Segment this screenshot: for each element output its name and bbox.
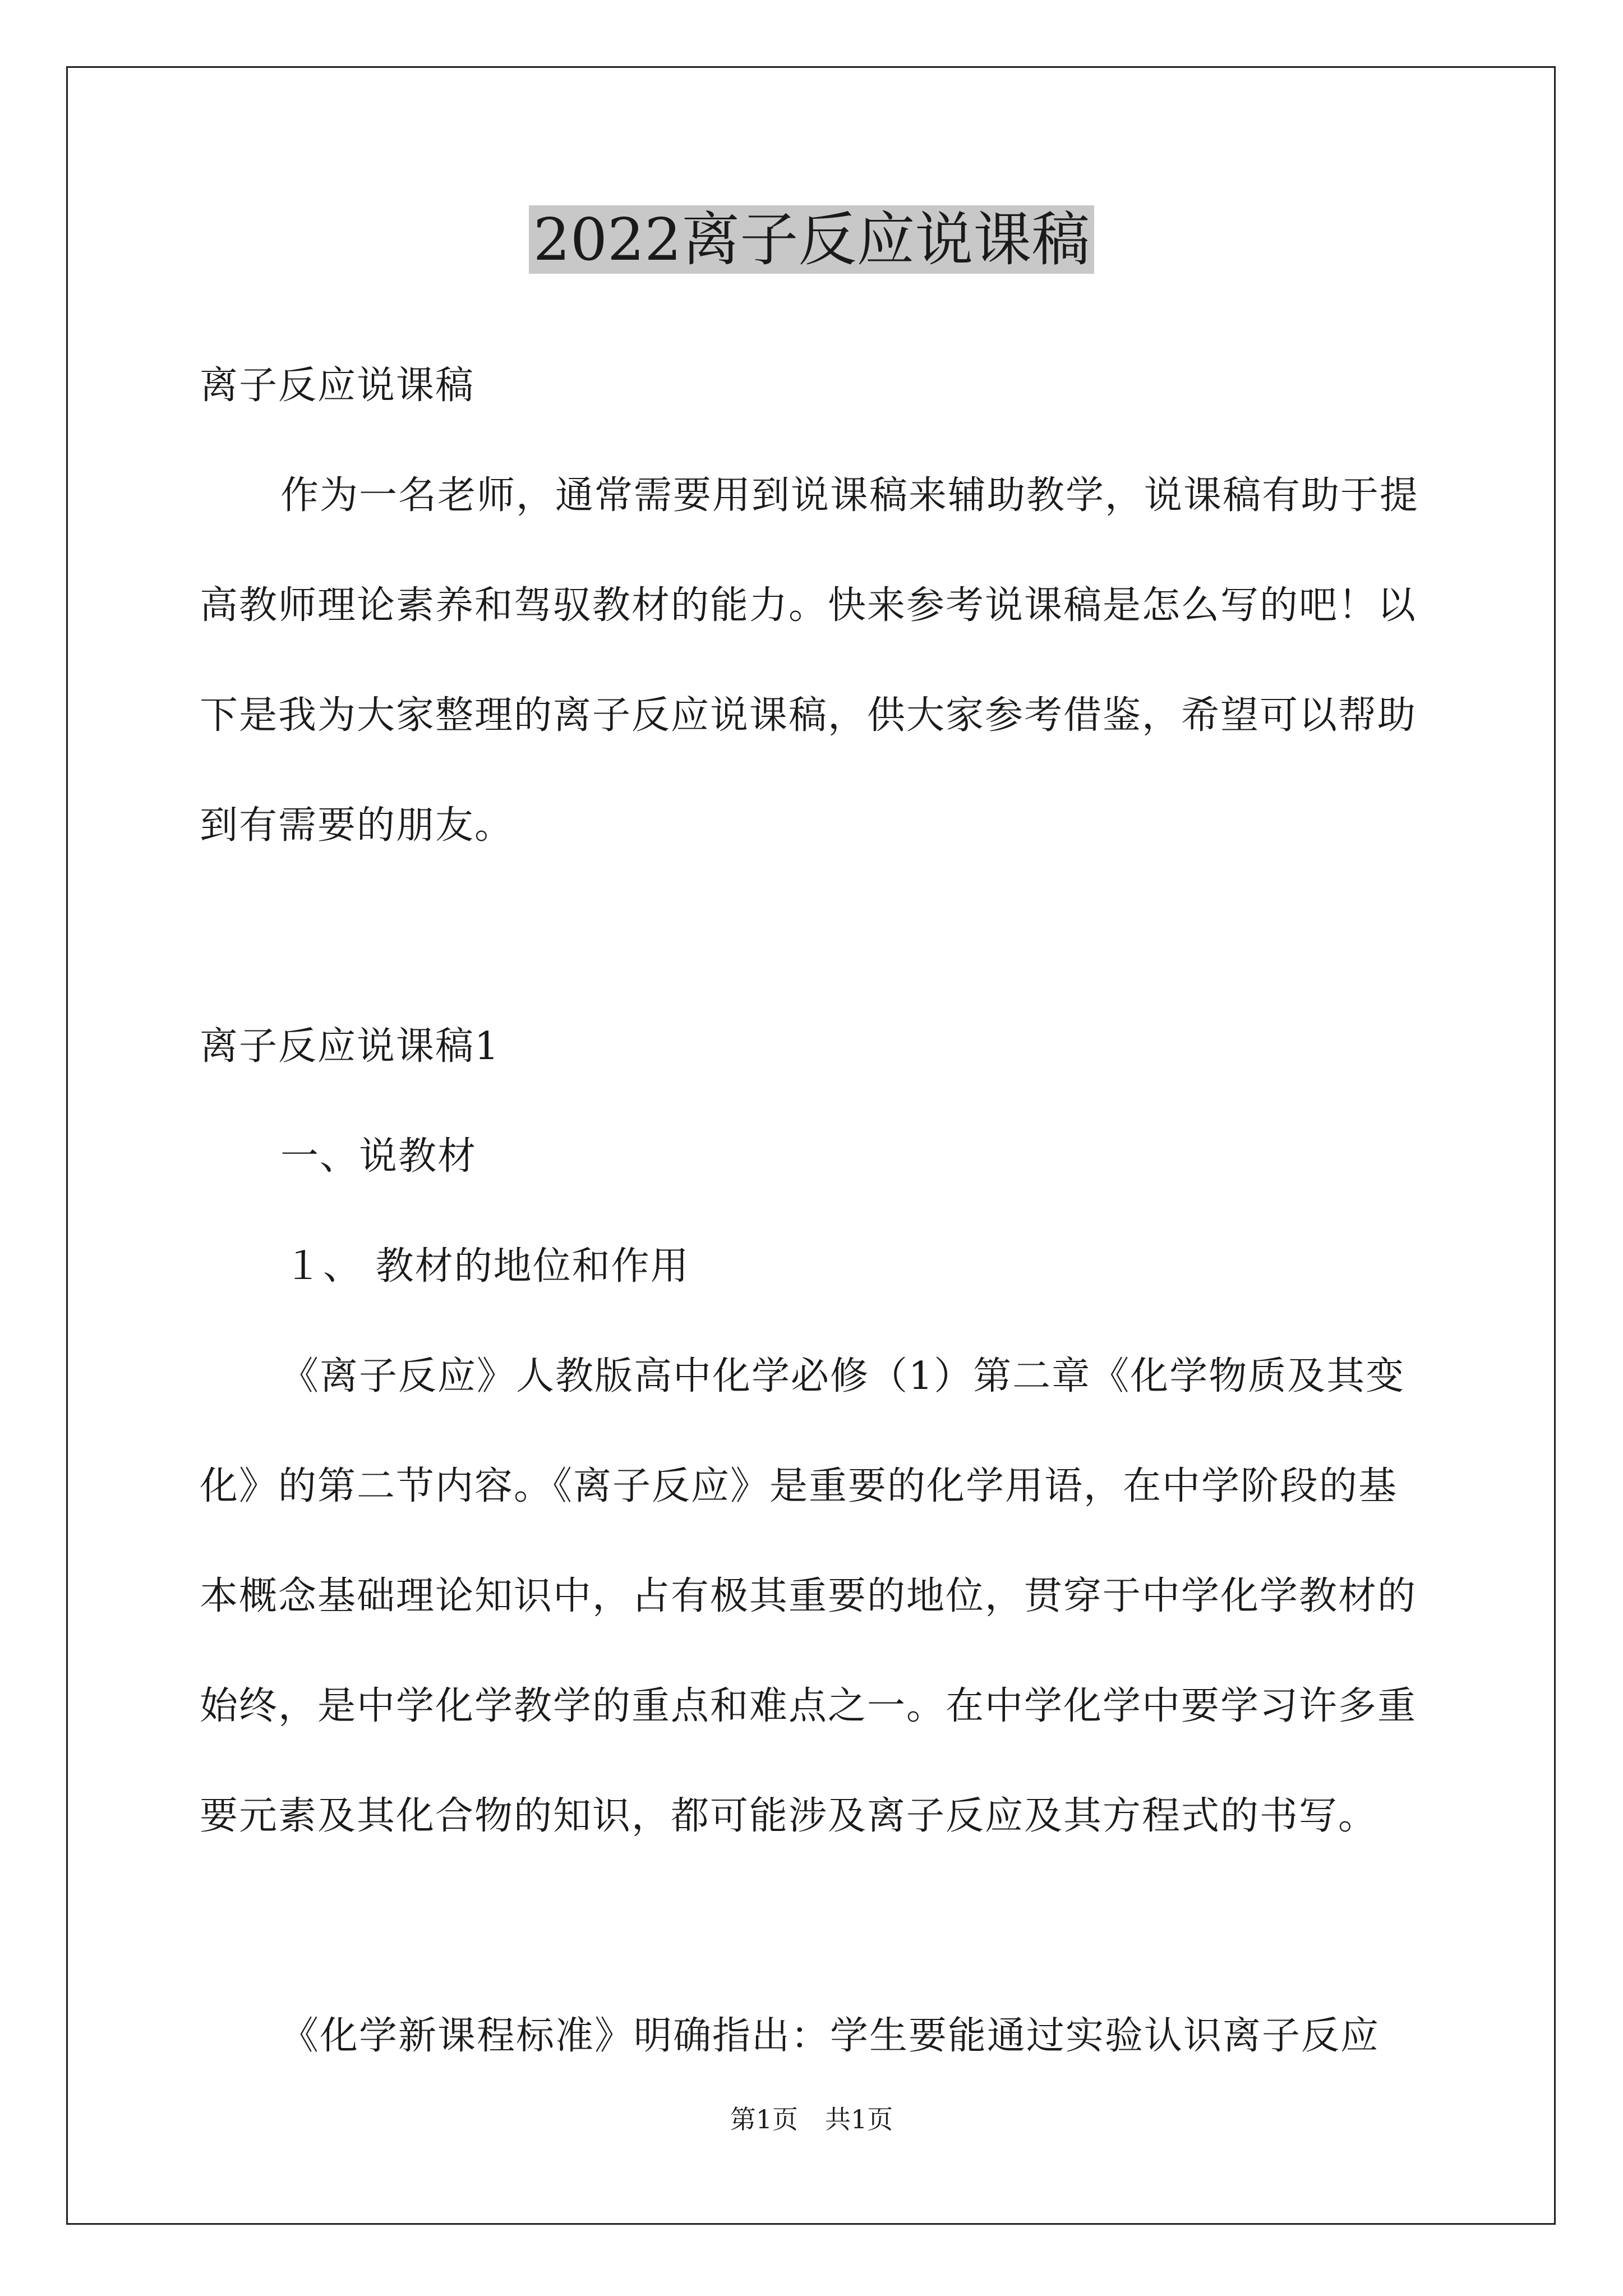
page-number: 第1页 xyxy=(730,2104,798,2134)
document-subtitle: 离子反应说课稿 xyxy=(200,364,475,408)
body-paragraph-2: 《化学新课程标准》明确指出：学生要能通过实验认识离子反应 xyxy=(280,2014,1380,2058)
section-heading: 离子反应说课稿1 xyxy=(200,1024,500,1069)
intro-paragraph: 作为一名老师，通常需要用到说课稿来辅助教学，说课稿有助于提高教师理论素养和驾驭教材的能力。快来参考说课稿是怎么写的吧！以下是我为大家整理的离子反应说课稿，供大家参考借鉴，希望可以帮助到有需要的朋友。 xyxy=(200,473,1419,848)
part-heading: 一、说教材 xyxy=(280,1134,477,1179)
document-title: 2022离子反应说课稿 xyxy=(0,203,1623,276)
page-total: 共1页 xyxy=(825,2104,893,2134)
item-heading: １、 教材的地位和作用 xyxy=(284,1244,690,1289)
page-footer xyxy=(0,2102,1623,2136)
body-paragraph-1: 《离子反应》人教版高中化学必修（1）第二章《化学物质及其变化》的第二节内容。《离子反应》是重要的化学用语，在中学阶段的基本概念基础理论知识中，占有极其重要的地位，贯穿于中学化学教材的始终，是中学化学教学的重点和难点之一。在中学化学中要学习许多重要元素及其化合物的知识，都可能涉及离子反应及其方程式的书写。 xyxy=(200,1354,1417,1838)
